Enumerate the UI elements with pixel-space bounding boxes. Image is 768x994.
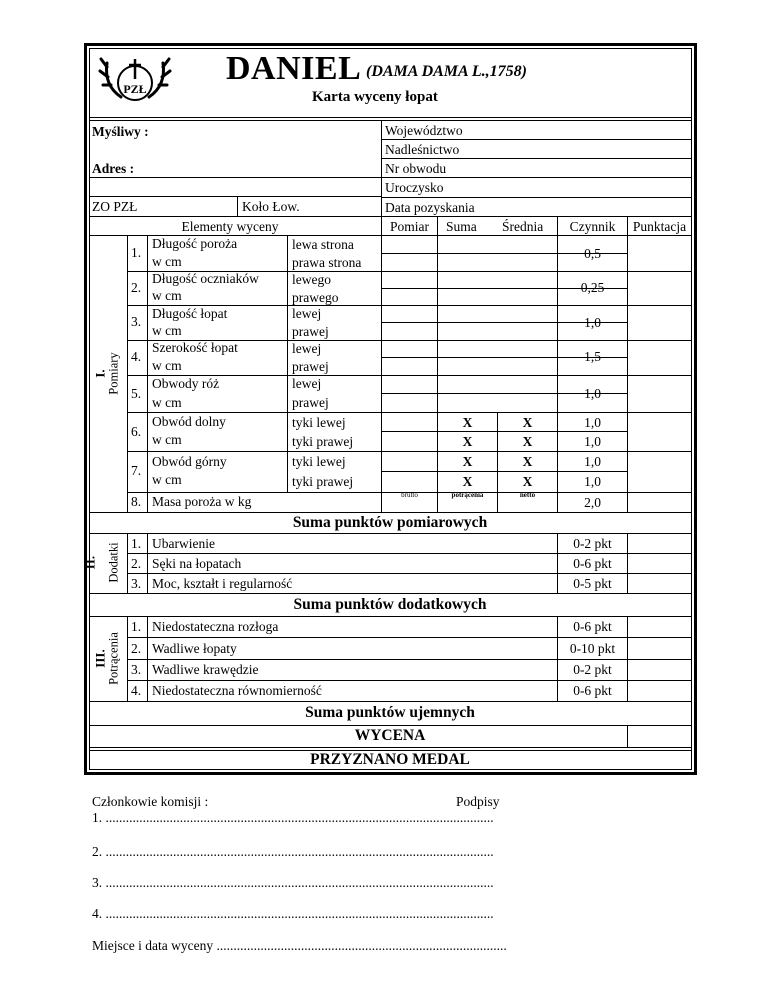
item-4-factor: 1,5: [584, 349, 601, 364]
item-2-side-right: prawego: [292, 290, 339, 305]
deduction-4-points: 0-6 pkt: [573, 683, 612, 698]
item-2-side-left: lewego: [292, 272, 331, 287]
item-1-factor: 0,5: [584, 246, 601, 261]
item-8-factor: 2,0: [584, 495, 601, 510]
item-7-side-left: tyki lewej: [292, 454, 346, 469]
commission-line-4: 4. ...................................................................................................................: [92, 906, 494, 921]
kolo-lowieckie-label: Koło Łow.: [242, 199, 300, 214]
col-sum: Suma: [446, 219, 477, 234]
item-1-number: 1.: [131, 245, 142, 260]
commission-line-1: 1. ...................................................................................................................: [92, 810, 494, 825]
item-1-side-right: prawa strona: [292, 255, 362, 270]
item-4-side-left: lewej: [292, 341, 322, 356]
item-7-number: 7.: [131, 463, 142, 478]
section-3-number: III.: [92, 649, 108, 668]
additional-points-sum: Suma punktów dodatkowych: [293, 596, 487, 613]
item-3-number: 3.: [131, 314, 142, 329]
item-4-unit: w cm: [152, 358, 182, 373]
item-7-factor-right: 1,0: [584, 474, 601, 489]
signatures-label: Podpisy: [456, 794, 500, 809]
pzl-logo: [97, 53, 173, 109]
col-measurement: Pomiar: [390, 219, 429, 234]
deduction-1-name: Niedostateczna rozłoga: [152, 619, 279, 634]
section-2-number: II.: [82, 555, 98, 570]
item-7-factor-left: 1,0: [584, 454, 601, 469]
section-3-label: Potrącenia: [106, 632, 121, 685]
col-points: Punktacja: [632, 219, 687, 234]
section-1-label: Pomiary: [106, 352, 121, 395]
item-7-unit: w cm: [152, 472, 182, 487]
item-2-unit: w cm: [152, 288, 182, 303]
place-date-line: Miejsce i data wyceny ......................................................................................: [92, 938, 507, 953]
deduction-2-points: 0-10 pkt: [569, 641, 616, 656]
item-8-deductions-label: potrącenia: [451, 491, 484, 499]
item-6-left-avg-x: X: [522, 415, 533, 430]
addition-2-name: Sęki na łopatach: [152, 556, 242, 571]
harvest-date-label: Data pozyskania: [385, 200, 475, 215]
measurement-points-sum: Suma punktów pomiarowych: [292, 514, 488, 531]
item-1-side-left: lewa strona: [292, 237, 354, 252]
commission-line-3: 3. ...................................................................................................................: [92, 875, 494, 890]
item-4-number: 4.: [131, 349, 142, 364]
item-5-name: Obwody róż: [152, 376, 220, 391]
hunting-area-number-label: Nr obwodu: [385, 161, 447, 176]
item-3-side-right: prawej: [292, 324, 329, 339]
section-2-label: Dodatki: [106, 542, 121, 583]
item-8-gross-label: brutto: [401, 491, 418, 499]
commission-line-2: 2. ...................................................................................................................: [92, 844, 494, 859]
item-8-number: 8.: [131, 494, 142, 509]
deduction-3-name: Wadliwe krawędzie: [152, 662, 259, 677]
item-6-right-sum-x: X: [462, 434, 473, 449]
item-3-name: Długość łopat: [152, 306, 228, 321]
negative-points-sum: Suma punktów ujemnych: [305, 704, 475, 721]
deduction-1-number: 1.: [131, 619, 142, 634]
forest-district-label: Nadleśnictwo: [385, 142, 460, 157]
col-average: Średnia: [502, 219, 544, 234]
item-3-unit: w cm: [152, 323, 182, 338]
item-6-side-right: tyki prawej: [292, 434, 354, 449]
address-label: Adres :: [92, 161, 135, 176]
addition-2-points: 0-6 pkt: [573, 556, 612, 571]
card-title: DANIEL: [226, 50, 362, 87]
col-elements: Elementy wyceny: [181, 219, 279, 234]
deduction-3-number: 3.: [131, 662, 142, 677]
medal-awarded-label: PRZYZNANO MEDAL: [310, 751, 470, 768]
item-8-net-label: netto: [519, 491, 536, 499]
item-7-left-avg-x: X: [522, 454, 533, 469]
addition-1-name: Ubarwienie: [152, 536, 215, 551]
svg-text:PZŁ: PZŁ: [123, 82, 147, 96]
hunter-label: Myśliwy :: [92, 124, 149, 139]
voivodeship-label: Województwo: [385, 123, 463, 138]
section-1-number: I.: [92, 369, 108, 378]
deduction-2-number: 2.: [131, 641, 142, 656]
item-6-number: 6.: [131, 424, 142, 439]
item-5-unit: w cm: [152, 395, 182, 410]
item-5-number: 5.: [131, 386, 142, 401]
addition-2-number: 2.: [131, 556, 142, 571]
valuation-label: WYCENA: [354, 727, 426, 744]
item-4-side-right: prawej: [292, 359, 329, 374]
item-6-side-left: tyki lewej: [292, 415, 346, 430]
latin-name: (DAMA DAMA L.,1758): [366, 63, 527, 80]
item-6-left-sum-x: X: [462, 415, 473, 430]
col-factor: Czynnik: [569, 219, 616, 234]
tract-label: Uroczysko: [385, 180, 444, 195]
item-5-side-left: lewej: [292, 376, 322, 391]
item-6-factor-left: 1,0: [584, 415, 601, 430]
item-3-factor: 1,0: [584, 315, 601, 330]
item-6-name: Obwód dolny: [152, 414, 226, 429]
addition-3-points: 0-5 pkt: [573, 576, 612, 591]
item-3-side-left: lewej: [292, 306, 322, 321]
card-subtitle: Karta wyceny łopat: [312, 89, 438, 105]
deduction-4-number: 4.: [131, 683, 142, 698]
item-6-right-avg-x: X: [522, 434, 533, 449]
deduction-2-name: Wadliwe łopaty: [152, 641, 237, 656]
addition-3-name: Moc, kształt i regularność: [152, 576, 293, 591]
deduction-4-name: Niedostateczna równomierność: [152, 683, 322, 698]
item-7-left-sum-x: X: [462, 454, 473, 469]
addition-3-number: 3.: [131, 576, 142, 591]
addition-1-points: 0-2 pkt: [573, 536, 612, 551]
item-1-unit: w cm: [152, 254, 182, 269]
item-8-name: Masa poroża w kg: [152, 494, 252, 509]
item-7-name: Obwód górny: [152, 454, 227, 469]
item-2-factor: 0,25: [580, 280, 605, 295]
item-7-right-sum-x: X: [462, 474, 473, 489]
item-7-side-right: tyki prawej: [292, 474, 354, 489]
item-5-factor: 1,0: [584, 386, 601, 401]
commission-members-label: Członkowie komisji :: [92, 794, 209, 809]
addition-1-number: 1.: [131, 536, 142, 551]
item-6-factor-right: 1,0: [584, 434, 601, 449]
item-2-number: 2.: [131, 280, 142, 295]
item-1-name: Długość poroża: [152, 236, 238, 251]
deduction-3-points: 0-2 pkt: [573, 662, 612, 677]
item-7-right-avg-x: X: [522, 474, 533, 489]
item-2-name: Długość oczniaków: [152, 271, 259, 286]
item-4-name: Szerokość łopat: [152, 340, 238, 355]
item-5-side-right: prawej: [292, 395, 329, 410]
deduction-1-points: 0-6 pkt: [573, 619, 612, 634]
item-6-unit: w cm: [152, 432, 182, 447]
zo-pzl-label: ZO PZŁ: [92, 199, 138, 214]
